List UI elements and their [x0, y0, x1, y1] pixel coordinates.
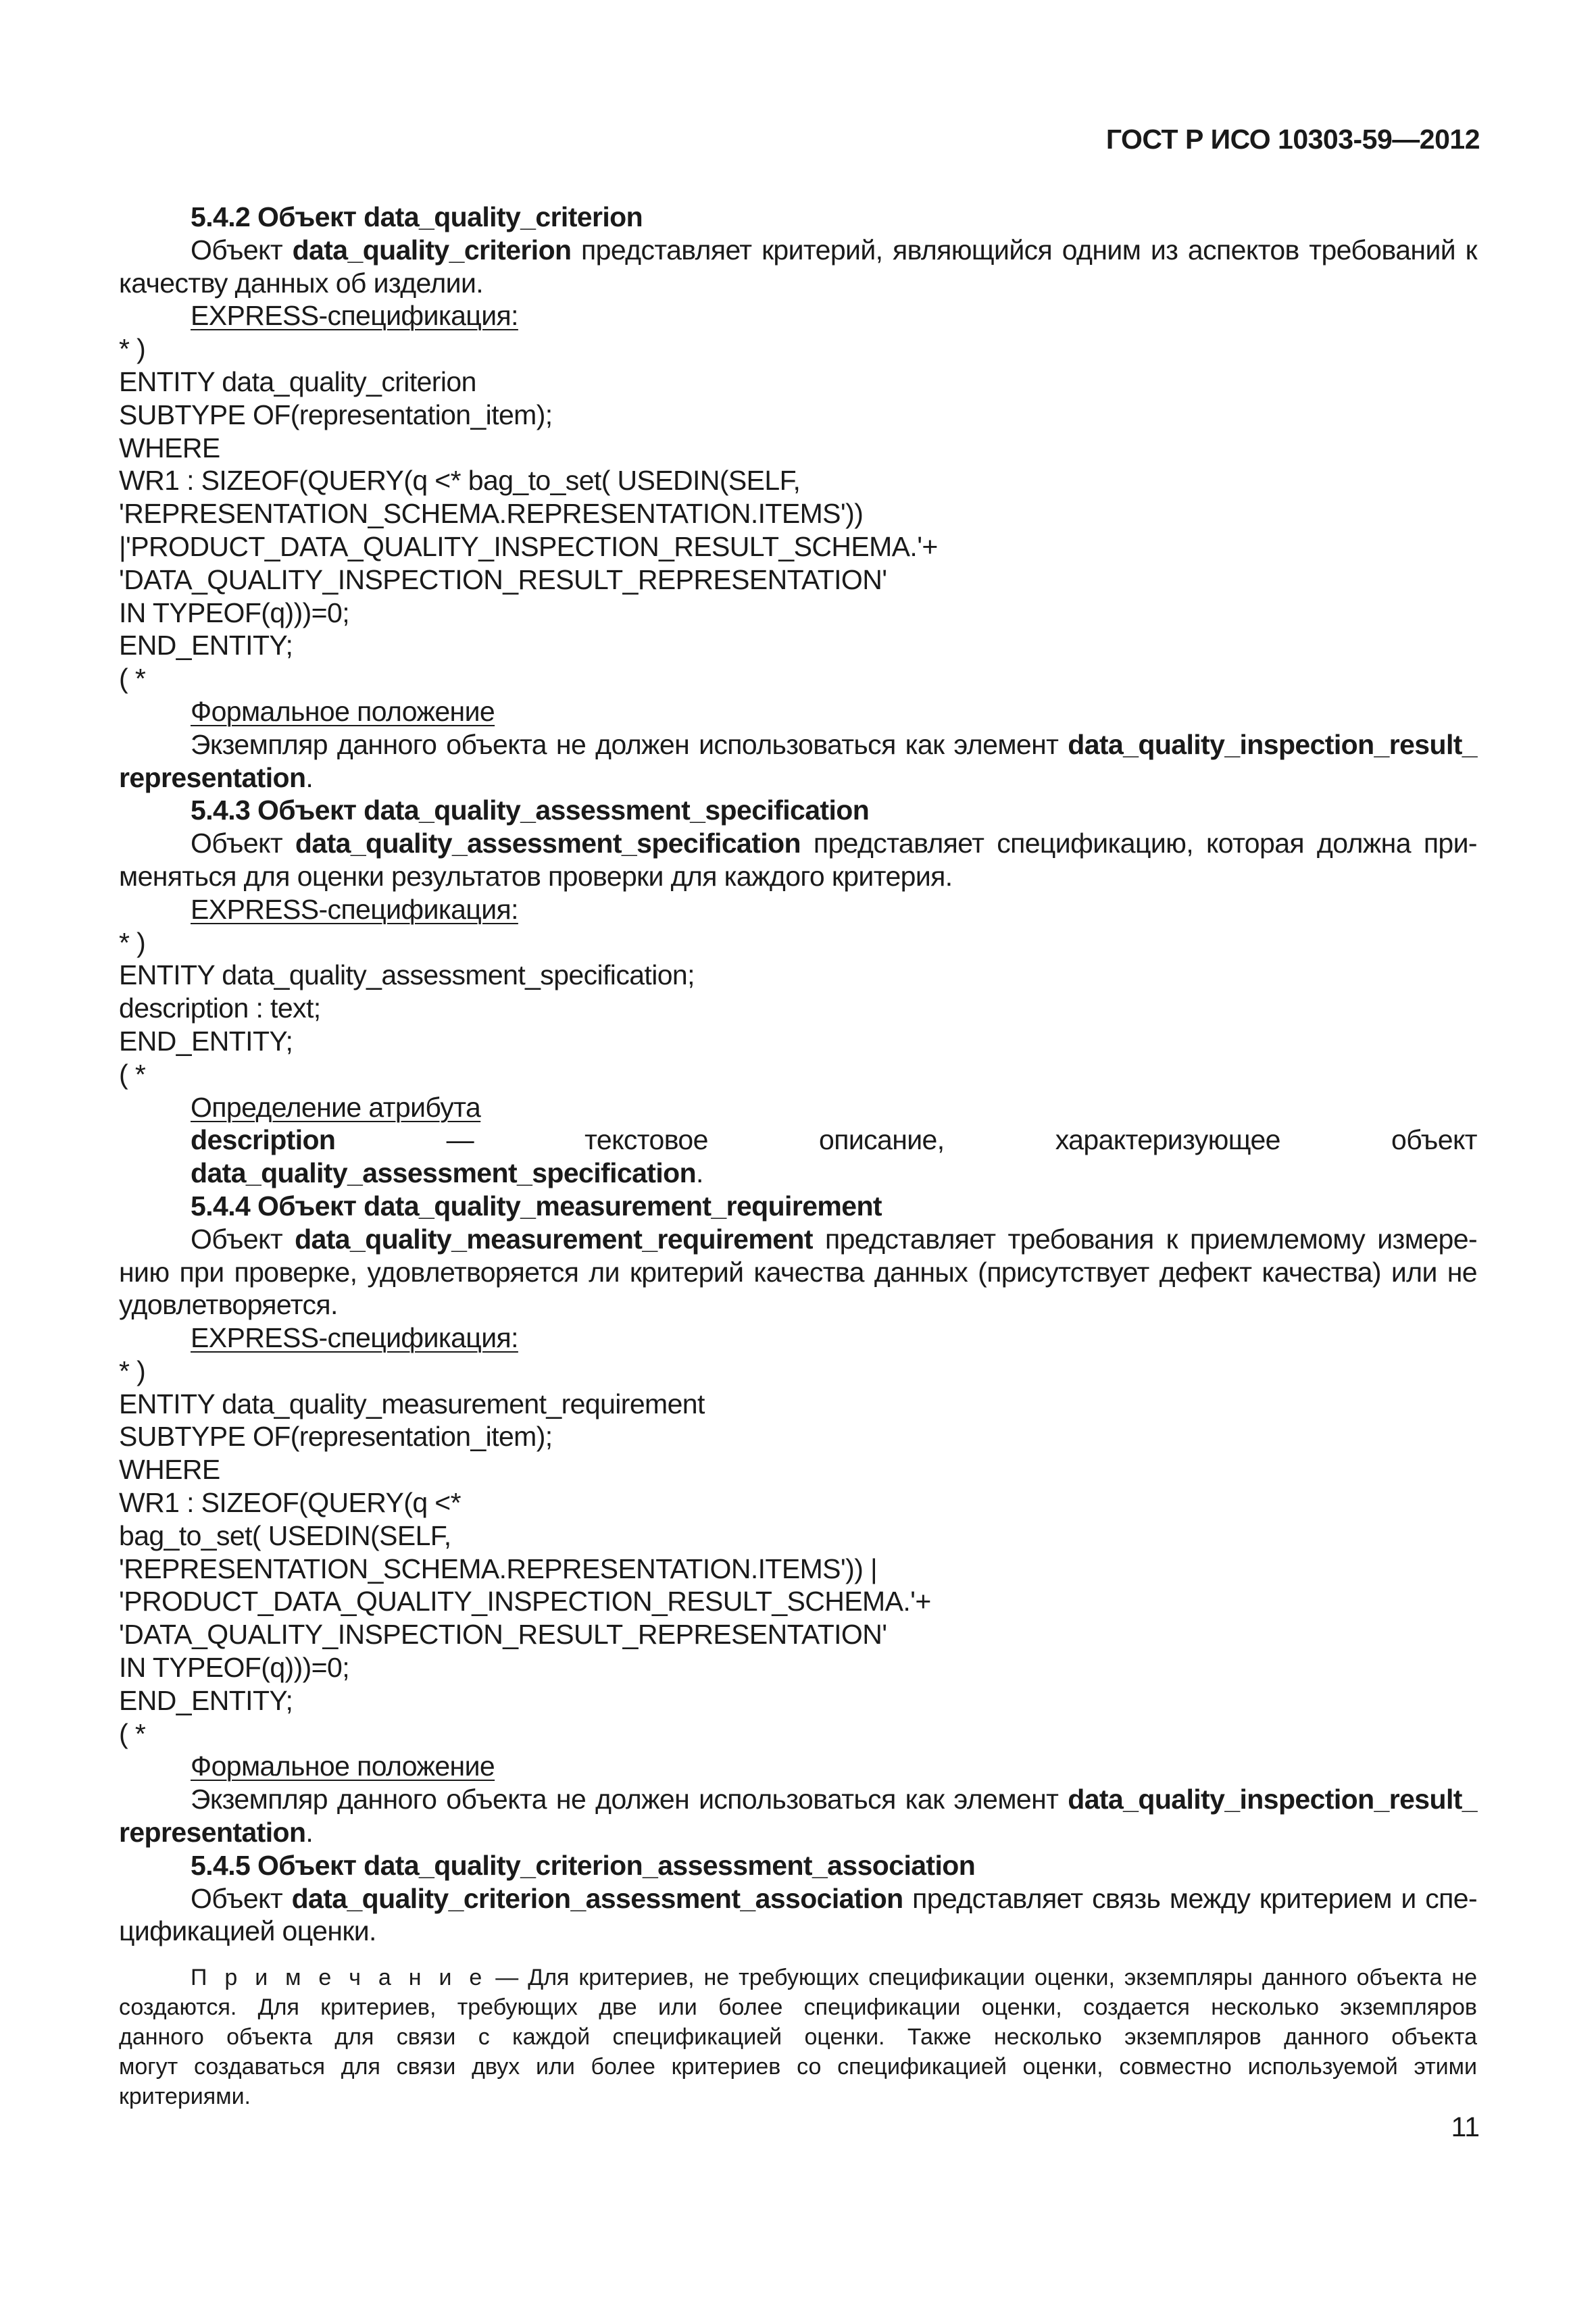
paragraph-line — [119, 1882, 1477, 1915]
text-span: представляет требования к приемлемому измере- — [812, 1223, 1477, 1255]
code-line: |'PRODUCT_DATA_QUALITY_INSPECTION_RESULT_SCHEMA.'+ — [119, 530, 938, 562]
code-line: ( * — [119, 1717, 146, 1749]
entity-term: data_quality_inspection_result_ — [1068, 728, 1477, 760]
paragraph-line: качеству данных об изделии. — [119, 267, 484, 299]
text-span: Объект — [191, 1882, 292, 1914]
entity-term: data_quality_inspection_result_ — [1068, 1784, 1477, 1815]
code-line: ENTITY data_quality_measurement_requirement — [119, 1388, 705, 1419]
page-number: 11 — [1451, 2111, 1480, 2142]
code-line: END_ENTITY; — [119, 630, 293, 661]
formal-proposition-label: Формальное положение — [191, 1751, 495, 1782]
code-line: ENTITY data_quality_criterion — [119, 366, 476, 397]
section-heading-5-4-4: 5.4.4 Объект data_quality_measurement_requirement — [191, 1190, 882, 1222]
code-line: ( * — [119, 663, 146, 695]
section-heading-5-4-5: 5.4.5 Объект data_quality_criterion_assessment_association — [191, 1849, 976, 1881]
entity-term: data_quality_measurement_requirement — [295, 1223, 813, 1255]
entity-term: data_quality_criterion_assessment_association — [291, 1882, 903, 1914]
paragraph-line — [119, 234, 1477, 267]
paragraph-line — [119, 761, 1477, 795]
entity-term: data_quality_criterion — [292, 234, 572, 266]
code-line: * ) — [119, 1355, 146, 1386]
code-line: IN TYPEOF(q)))=0; — [119, 1652, 350, 1684]
paragraph-line: нию при проверке, удовлетворяется ли критерий качества данных (присутствует дефект качества) или не — [119, 1256, 1477, 1288]
code-line: 'DATA_QUALITY_INSPECTION_RESULT_REPRESENTATION' — [119, 563, 887, 595]
paragraph-line — [119, 827, 1477, 860]
text-span: Экземпляр данного объекта не должен использоваться как элемент — [191, 1784, 1068, 1815]
text-span: представляет критерий, являющийся одним из аспектов требований к — [571, 234, 1477, 266]
note-line: создаются. Для критериев, требующих две или более спецификации оценки, создается несколько экземпляров — [119, 1994, 1477, 2021]
text-span: — текстовое описание, характеризующее объект — [335, 1124, 1477, 1156]
paragraph-line — [119, 1816, 1477, 1849]
text-span: представляет спецификацию, которая должна при- — [800, 828, 1477, 859]
note-block — [119, 1963, 1477, 2111]
entity-term: data_quality_assessment_specification — [191, 1157, 697, 1189]
express-spec-label: EXPRESS-спецификация: — [191, 300, 518, 332]
code-line: END_ENTITY; — [119, 1684, 293, 1716]
code-line: WR1 : SIZEOF(QUERY(q <* bag_to_set( USEDIN(SELF, — [119, 465, 801, 497]
entity-term: representation — [119, 1817, 306, 1848]
text-span: . — [696, 1157, 703, 1189]
text-span: — — [486, 1965, 528, 1991]
section-heading-5-4-2: 5.4.2 Объект data_quality_criterion — [191, 201, 643, 232]
text-span: Объект — [191, 828, 295, 859]
entity-term: data_quality_assessment_specification — [295, 828, 801, 859]
code-line: SUBTYPE OF(representation_item); — [119, 399, 553, 430]
attribute-term: description — [191, 1124, 336, 1156]
note-line: могут создаваться для связи двух или более критериев со спецификацией оценки, совместно используемой этими — [119, 2054, 1477, 2080]
paragraph-line — [119, 1223, 1477, 1256]
attribute-definition-label: Определение атрибута — [191, 1091, 481, 1123]
text-span: Объект — [191, 1223, 295, 1255]
text-span: Экземпляр данного объекта не должен использоваться как элемент — [191, 728, 1068, 760]
paragraph-line: удовлетворяется. — [119, 1289, 338, 1321]
note-line: критериями. — [119, 2084, 251, 2110]
code-line: END_ENTITY; — [119, 1025, 293, 1057]
text-span: Для критериев, не требующих спецификации оценки, экземпляры данного объекта не — [528, 1965, 1477, 1991]
code-line: description : text; — [119, 992, 321, 1024]
document-body — [119, 201, 1477, 2111]
document-header: ГОСТ Р ИСО 10303-59—2012 — [1105, 124, 1480, 155]
code-line: 'DATA_QUALITY_INSPECTION_RESULT_REPRESENTATION' — [119, 1619, 887, 1651]
paragraph-line: цификацией оценки. — [119, 1915, 376, 1947]
paragraph-line — [119, 1783, 1477, 1816]
note-line — [119, 1963, 1477, 1992]
code-line: ( * — [119, 1058, 146, 1090]
note-label: П р и м е ч а н и е — [191, 1965, 487, 1991]
text-span: Объект — [191, 234, 293, 266]
text-span: . — [305, 761, 314, 793]
code-line: SUBTYPE OF(representation_item); — [119, 1421, 553, 1453]
code-line: 'PRODUCT_DATA_QUALITY_INSPECTION_RESULT_SCHEMA.'+ — [119, 1586, 931, 1617]
text-span: . — [305, 1817, 314, 1848]
text-span: представляет связь между критерием и спе- — [903, 1882, 1478, 1914]
note-line: данного объекта для связи с каждой спецификацией оценки. Также несколько экземпляров данного объекта — [119, 2024, 1477, 2051]
entity-term: representation — [119, 761, 306, 793]
express-spec-label: EXPRESS-спецификация: — [191, 1322, 518, 1354]
code-line: 'REPRESENTATION_SCHEMA.REPRESENTATION.ITEMS')) | — [119, 1553, 878, 1584]
section-heading-5-4-3: 5.4.3 Объект data_quality_assessment_specification — [191, 795, 870, 826]
code-line: ENTITY data_quality_assessment_specification; — [119, 959, 695, 991]
code-line: WR1 : SIZEOF(QUERY(q <* — [119, 1487, 462, 1519]
paragraph-line — [119, 728, 1477, 761]
formal-proposition-label: Формальное положение — [191, 695, 495, 727]
code-line: WHERE — [119, 1454, 220, 1486]
express-spec-label: EXPRESS-спецификация: — [191, 893, 518, 925]
code-line: IN TYPEOF(q)))=0; — [119, 597, 350, 628]
code-line: WHERE — [119, 432, 220, 463]
paragraph-line — [119, 1124, 1477, 1190]
code-line: 'REPRESENTATION_SCHEMA.REPRESENTATION.ITEMS')) — [119, 498, 864, 530]
code-line: bag_to_set( USEDIN(SELF, — [119, 1519, 451, 1551]
code-line: * ) — [119, 333, 146, 365]
code-line: * ) — [119, 926, 146, 958]
paragraph-line: меняться для оценки результатов проверки для каждого критерия. — [119, 860, 953, 892]
